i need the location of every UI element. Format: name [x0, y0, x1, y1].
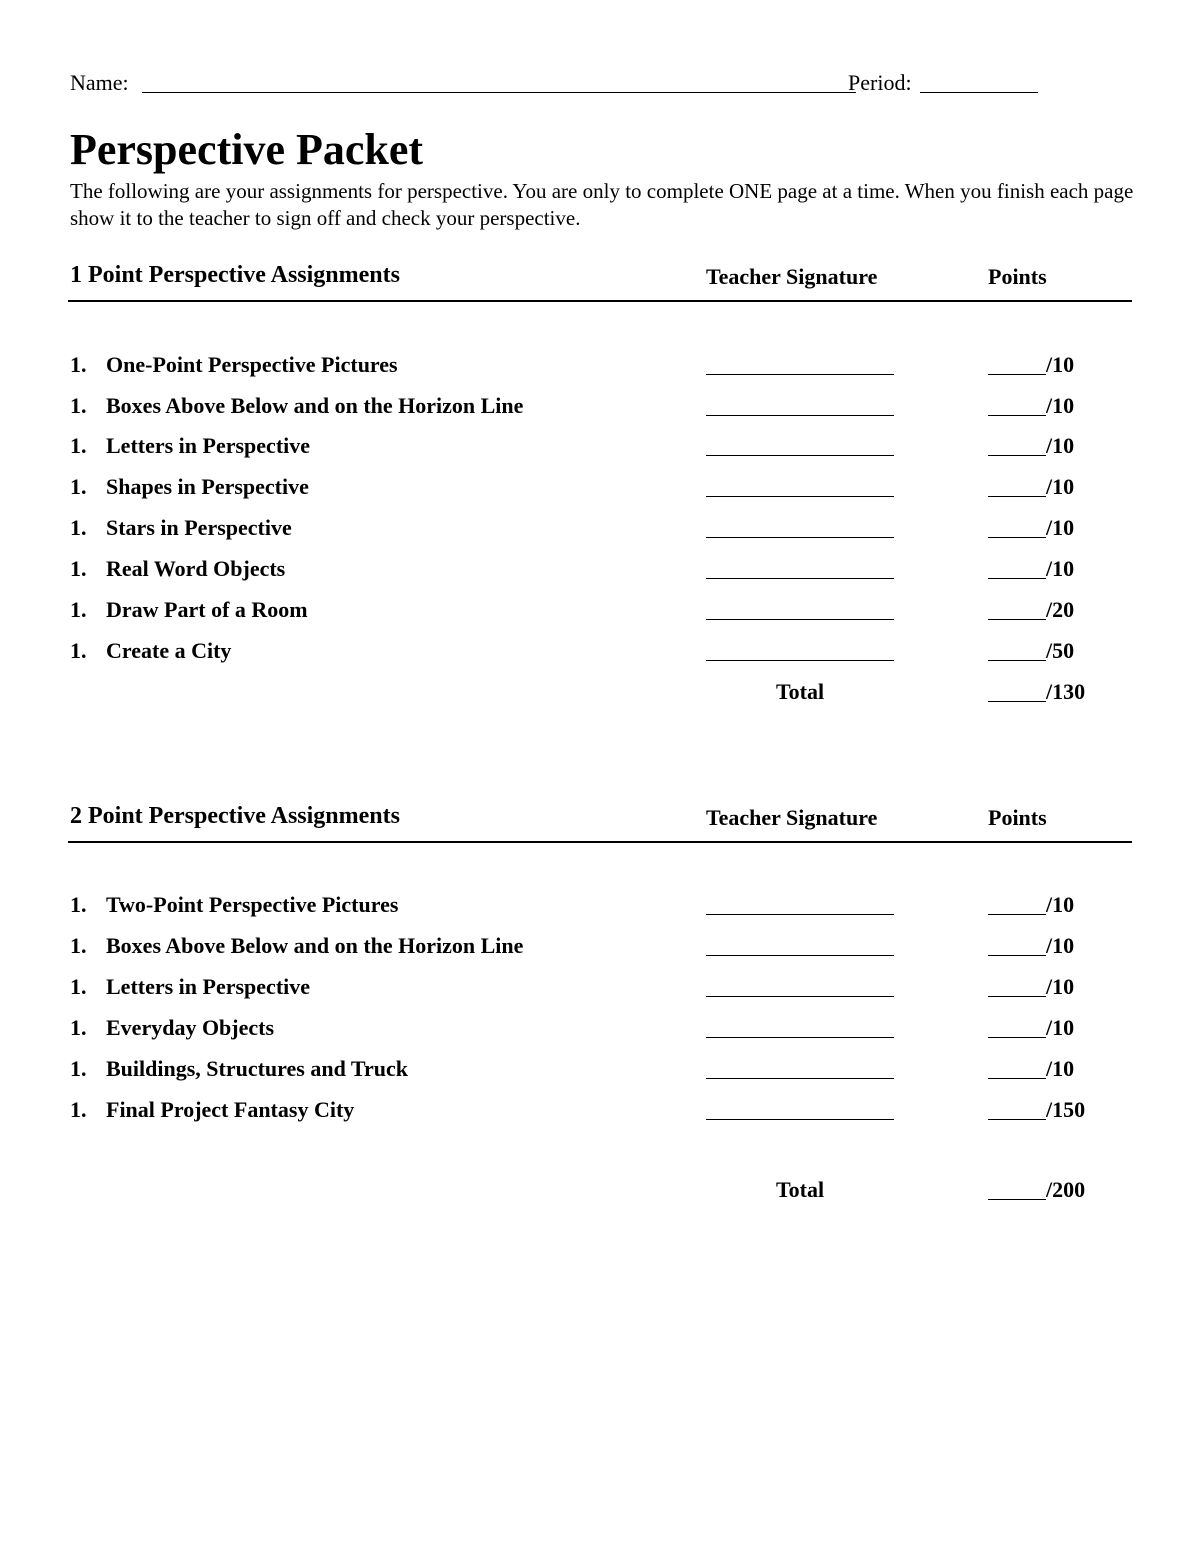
intro-paragraph: The following are your assignments for perspective. You are only to complete ONE page at a time. When you finish each page show it to the teacher to sign off and check your perspective.	[70, 179, 1134, 230]
column-header-signature: Teacher Signature	[706, 805, 878, 830]
points-field[interactable]	[988, 597, 1046, 620]
item-label: Final Project Fantasy City	[106, 1097, 355, 1122]
section-title: 2 Point Perspective Assignments	[70, 803, 400, 829]
points-max: /10	[1046, 556, 1075, 581]
signature-field[interactable]	[706, 393, 894, 416]
item-number: 1.	[70, 638, 87, 663]
signature-field[interactable]	[706, 1015, 894, 1038]
period-field[interactable]	[920, 72, 1038, 93]
signature-field[interactable]	[706, 515, 894, 538]
item-label: Everyday Objects	[106, 1015, 275, 1040]
assignment-row	[68, 597, 1132, 627]
item-label: Create a City	[106, 638, 232, 663]
item-label: Two-Point Perspective Pictures	[106, 892, 399, 917]
name-label: Name:	[70, 70, 129, 95]
points-field[interactable]	[988, 393, 1046, 416]
points-max: /10	[1046, 1056, 1075, 1081]
signature-field[interactable]	[706, 974, 894, 997]
section-title: 1 Point Perspective Assignments	[70, 262, 400, 288]
total-label: Total	[776, 1177, 825, 1202]
item-number: 1.	[70, 933, 87, 958]
item-number: 1.	[70, 352, 87, 377]
points-field[interactable]	[988, 352, 1046, 375]
points-field[interactable]	[988, 474, 1046, 497]
item-label: Letters in Perspective	[106, 974, 311, 999]
total-points-field[interactable]	[988, 679, 1046, 702]
points-field[interactable]	[988, 1015, 1046, 1038]
assignment-row	[68, 892, 1132, 922]
period-label: Period:	[848, 70, 912, 95]
item-label: Shapes in Perspective	[106, 474, 309, 499]
points-max: /150	[1046, 1097, 1086, 1122]
item-label: One-Point Perspective Pictures	[106, 352, 398, 377]
total-points-max: /130	[1046, 679, 1086, 704]
item-number: 1.	[70, 974, 87, 999]
assignment-row	[68, 974, 1132, 1004]
item-label: Stars in Perspective	[106, 515, 292, 540]
signature-field[interactable]	[706, 474, 894, 497]
assignment-row	[68, 515, 1132, 545]
column-header-points: Points	[988, 264, 1047, 289]
assignment-row	[68, 474, 1132, 504]
signature-field[interactable]	[706, 597, 894, 620]
points-field[interactable]	[988, 892, 1046, 915]
item-number: 1.	[70, 1015, 87, 1040]
total-row	[68, 679, 1132, 709]
points-max: /10	[1046, 974, 1075, 999]
item-number: 1.	[70, 515, 87, 540]
total-points-max: /200	[1046, 1177, 1086, 1202]
points-max: /10	[1046, 474, 1075, 499]
total-row	[68, 1177, 1132, 1207]
item-label: Boxes Above Below and on the Horizon Line	[106, 933, 524, 958]
item-number: 1.	[70, 1056, 87, 1081]
signature-field[interactable]	[706, 1056, 894, 1079]
points-max: /10	[1046, 515, 1075, 540]
points-max: /20	[1046, 597, 1075, 622]
points-field[interactable]	[988, 515, 1046, 538]
item-number: 1.	[70, 892, 87, 917]
assignment-row	[68, 638, 1132, 668]
item-number: 1.	[70, 474, 87, 499]
points-max: /10	[1046, 1015, 1075, 1040]
section-two-point	[68, 803, 1132, 1223]
points-field[interactable]	[988, 556, 1046, 579]
section-header	[68, 803, 1132, 843]
name-period-row	[70, 70, 1130, 100]
points-max: /10	[1046, 892, 1075, 917]
column-header-points: Points	[988, 805, 1047, 830]
points-field[interactable]	[988, 638, 1046, 661]
total-label: Total	[776, 679, 825, 704]
points-field[interactable]	[988, 1097, 1046, 1120]
assignment-row	[68, 433, 1132, 463]
item-label: Boxes Above Below and on the Horizon Line	[106, 393, 524, 418]
signature-field[interactable]	[706, 433, 894, 456]
assignment-row	[68, 1097, 1132, 1127]
signature-field[interactable]	[706, 556, 894, 579]
section-header	[68, 262, 1132, 302]
points-max: /10	[1046, 933, 1075, 958]
signature-field[interactable]	[706, 892, 894, 915]
points-max: /50	[1046, 638, 1075, 663]
item-label: Draw Part of a Room	[106, 597, 308, 622]
points-max: /10	[1046, 433, 1075, 458]
assignment-row	[68, 1015, 1132, 1045]
assignment-row	[68, 556, 1132, 586]
signature-field[interactable]	[706, 933, 894, 956]
points-field[interactable]	[988, 433, 1046, 456]
item-label: Buildings, Structures and Truck	[106, 1056, 408, 1081]
assignment-row	[68, 933, 1132, 963]
assignment-row	[68, 1056, 1132, 1086]
signature-field[interactable]	[706, 352, 894, 375]
item-number: 1.	[70, 597, 87, 622]
item-number: 1.	[70, 556, 87, 581]
item-number: 1.	[70, 1097, 87, 1122]
page-title: Perspective Packet	[70, 125, 424, 174]
item-label: Letters in Perspective	[106, 433, 311, 458]
assignment-row	[68, 393, 1132, 423]
points-max: /10	[1046, 393, 1075, 418]
signature-field[interactable]	[706, 638, 894, 661]
item-number: 1.	[70, 393, 87, 418]
points-field[interactable]	[988, 974, 1046, 997]
item-number: 1.	[70, 433, 87, 458]
section-one-point	[68, 262, 1132, 712]
points-field[interactable]	[988, 1056, 1046, 1079]
points-max: /10	[1046, 352, 1075, 377]
item-label: Real Word Objects	[106, 556, 286, 581]
total-points-field[interactable]	[988, 1177, 1046, 1200]
assignment-row	[68, 352, 1132, 382]
signature-field[interactable]	[706, 1097, 894, 1120]
name-field[interactable]	[142, 72, 856, 93]
column-header-signature: Teacher Signature	[706, 264, 878, 289]
points-field[interactable]	[988, 933, 1046, 956]
